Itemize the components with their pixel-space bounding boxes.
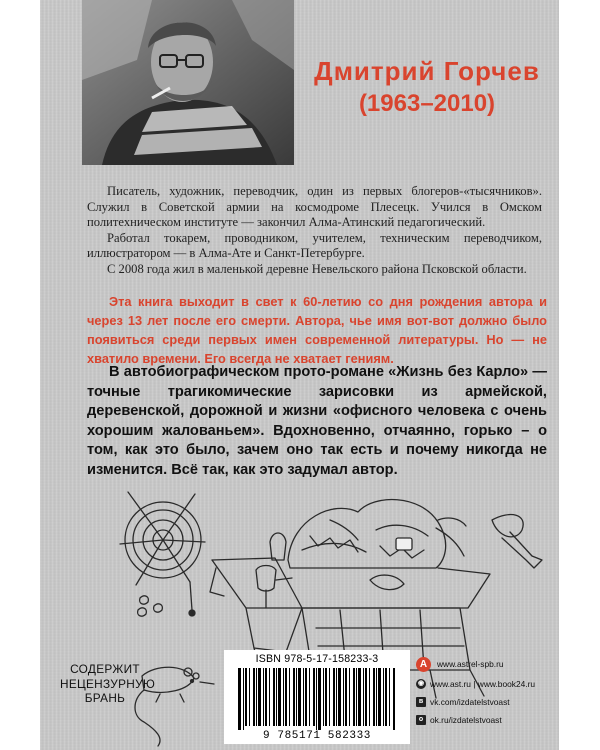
barcode-bar	[383, 668, 384, 726]
barcode-bar	[318, 668, 321, 730]
barcode-bar	[333, 668, 335, 726]
barcode-bar	[305, 668, 307, 726]
barcode-bar	[349, 668, 350, 726]
barcode-digits: 9 785171 582333	[262, 730, 372, 742]
barcode-bar	[245, 668, 247, 726]
barcode-bar	[278, 668, 281, 726]
barcode-bar	[276, 668, 277, 726]
link-row	[416, 693, 556, 710]
barcode-bar	[256, 668, 257, 726]
barcode-bar	[338, 668, 341, 726]
publisher-site-link[interactable]: www.astrel-spb.ru	[437, 659, 504, 669]
barcode-bar	[298, 668, 301, 726]
vk-link[interactable]: vk.com/izdatelstvoast	[430, 696, 510, 707]
barcode-bar	[265, 668, 267, 726]
publisher-row	[416, 654, 556, 674]
barcode-bar	[285, 668, 287, 726]
barcode-bar	[376, 668, 377, 726]
ok-icon: о	[416, 715, 426, 725]
barcode-bar	[249, 668, 250, 726]
site-links[interactable]: www.ast.ru | www.book24.ru	[430, 678, 536, 689]
barcode-bar	[345, 668, 347, 726]
barcode-bar	[303, 668, 304, 726]
barcode-bar	[336, 668, 337, 726]
author-photo	[82, 0, 294, 165]
barcode-bar	[263, 668, 264, 726]
vk-icon: в	[416, 697, 426, 707]
barcode-bar	[273, 668, 275, 726]
barcode-bar	[373, 668, 375, 726]
barcode-bar	[293, 668, 295, 726]
bio-paragraph: Писатель, художник, переводчик, один из первых блогеров-«тысячников». Служил в Советской армии на космодроме Плесецк. Учился в Омском политехническом институте — закончил Алма-Атинский педагогический.	[87, 184, 542, 230]
censorship-line: СОДЕРЖИТ	[70, 662, 140, 676]
author-years: (1963–2010)	[358, 90, 496, 117]
barcode-bar	[356, 668, 357, 726]
barcode-bar	[283, 668, 284, 726]
barcode-bar	[238, 668, 241, 730]
barcode-bar	[363, 668, 364, 726]
spider-web-icon	[120, 492, 205, 616]
link-row	[416, 711, 556, 728]
barcode-bar	[313, 668, 315, 726]
ok-link[interactable]: ok.ru/izdatelstvoast	[430, 714, 502, 725]
barcode-bar	[258, 668, 261, 726]
publisher-links	[416, 654, 556, 728]
book-back-cover	[40, 0, 559, 750]
barcode-bar	[289, 668, 290, 726]
barcode-bar	[243, 668, 244, 730]
book-summary: В автобиографическом прото-романе «Жизнь без Карло» — точные трагикомические зарисовки из армейской, деревенской, дорожной и жизни «офисного человека с очень хорошим жалованьем». Вдохновенно, отчаянно, горько – о том, как это было, зачем оно так есть и почему никогда не изменится. Всё так, как это задумал автор.	[87, 364, 547, 478]
author-bio	[87, 184, 542, 278]
barcode-bar	[378, 668, 381, 726]
barcode-bar	[353, 668, 355, 726]
barcode-bar	[323, 668, 324, 726]
barcode-bar	[296, 668, 297, 726]
link-row	[416, 675, 556, 692]
barcode-bar	[358, 668, 361, 726]
censorship-line: НЕЦЕНЗУРНУЮ	[60, 676, 156, 691]
barcode-bar	[365, 668, 367, 726]
barcode-bar	[269, 668, 270, 726]
barcode-bar	[253, 668, 255, 726]
barcode-bar	[393, 668, 395, 730]
bio-paragraph: Работал токарем, проводником, учителем, техническим переводчиком, иллюстратором — в Алма-Ате и Санкт-Петербурге.	[87, 230, 542, 261]
barcode-bar	[389, 668, 390, 726]
barcode-bar	[343, 668, 344, 726]
globe-icon: ◉	[417, 679, 425, 687]
author-portrait-image	[82, 0, 294, 165]
barcode-bar	[329, 668, 330, 726]
barcode-bar	[316, 668, 317, 730]
publisher-logo-icon: А	[416, 657, 431, 672]
censorship-warning	[60, 662, 156, 706]
censorship-line: БРАНЬ	[84, 691, 126, 705]
author-name: Дмитрий Горчев	[314, 56, 540, 86]
barcode-box	[224, 650, 410, 744]
barcode-bar	[369, 668, 370, 726]
barcode-bar	[309, 668, 310, 726]
barcode-bar	[385, 668, 387, 726]
isbn-number: ISBN 978-5-17-158233-3	[255, 653, 379, 665]
bio-paragraph: С 2008 года жил в маленькой деревне Невельского района Псковской области.	[107, 261, 527, 276]
barcode-bar	[325, 668, 327, 726]
highlight-text: Эта книга выходит в свет к 60-летию со дня рождения автора и через 13 лет после его смерти. Автора, чье имя вот-вот должно было появиться среди первых имен современной литературы. Но — не хватило времени. Его всегда не хватает гениям.	[87, 294, 547, 366]
